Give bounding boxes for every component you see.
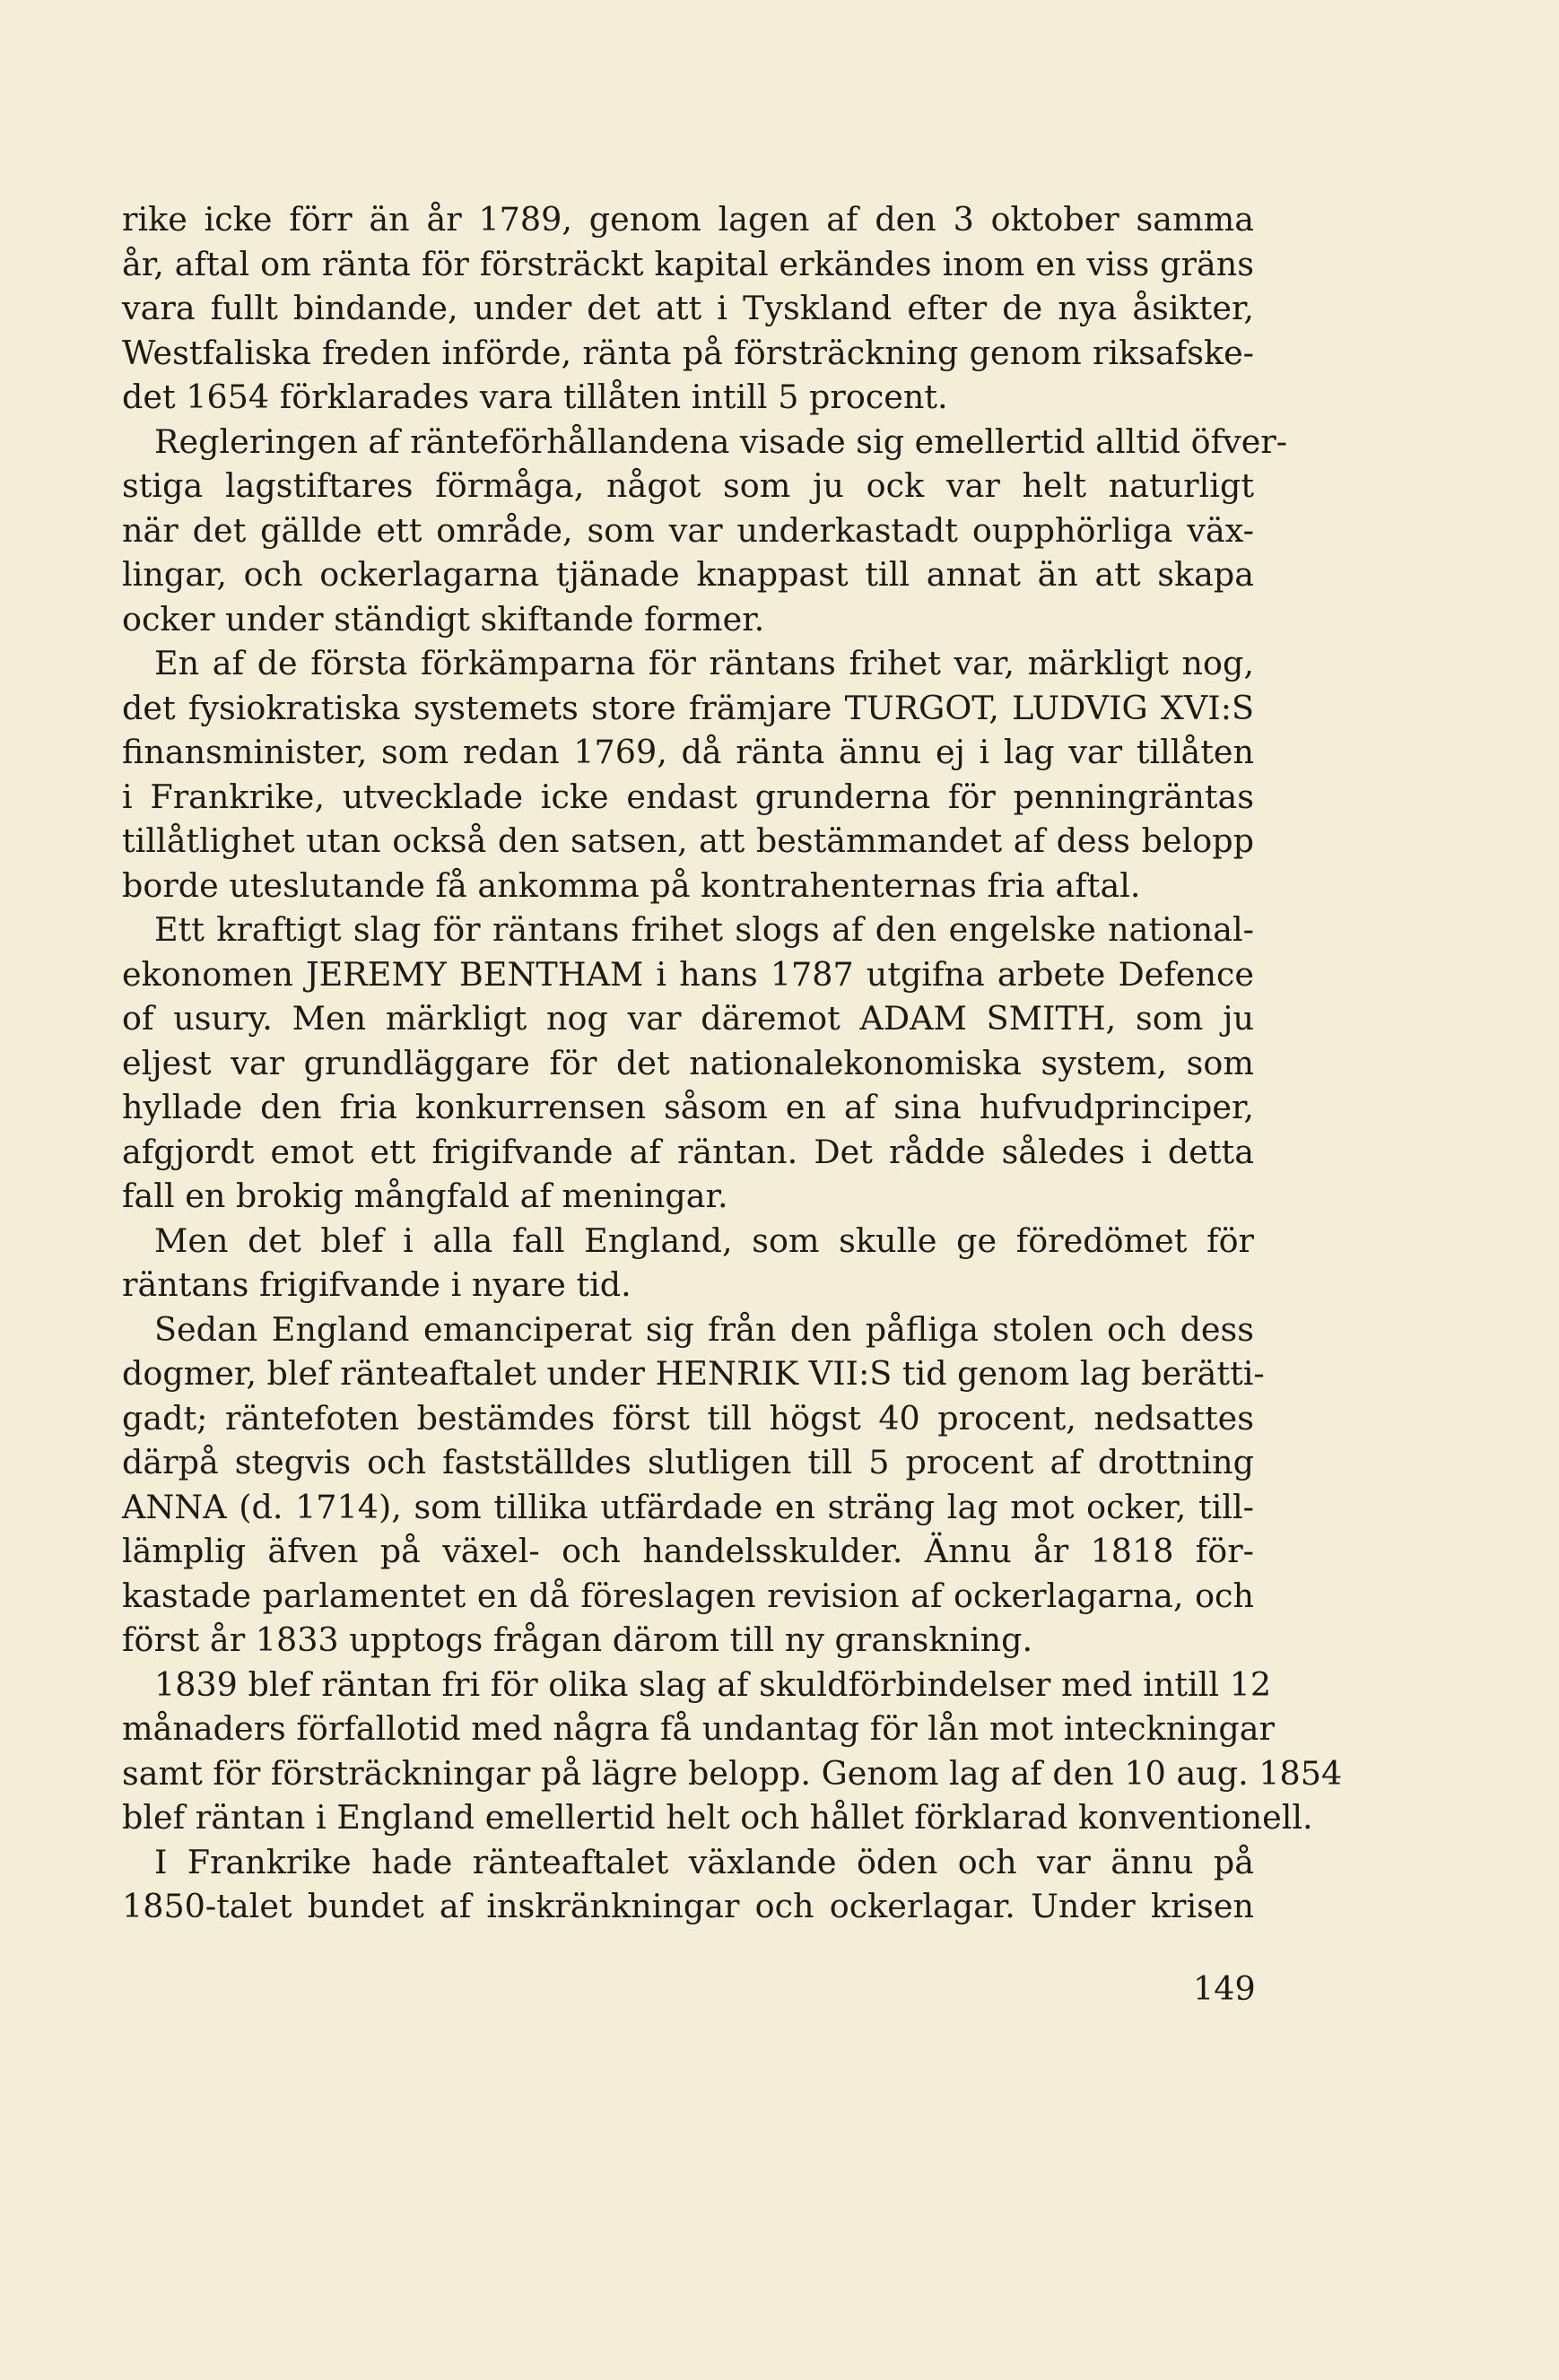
text-line: lingar, och ockerlagarna tjänade knappast till annat än att skapa: [122, 555, 1254, 594]
text-line: samt för försträckningar på lägre belopp. Genom lag af den 10 aug. 1854: [122, 1753, 1343, 1793]
text-line: räntans frigifvande i nyare tid.: [122, 1265, 631, 1304]
text-line: ANNA (d. 1714), som tillika utfärdade en sträng lag mot ocker, till-: [122, 1487, 1254, 1526]
paragraph-start-line: I Frankrike hade ränteaftalet växlande öden och var ännu på: [154, 1842, 1254, 1881]
text-line: därpå stegvis och fastställdes slutligen till 5 procent af drottning: [122, 1443, 1254, 1481]
text-line: tillåtlighet utan också den satsen, att bestämmandet af dess belopp: [122, 821, 1254, 860]
text-line: dogmer, blef ränteaftalet under HENRIK VII:S tid genom lag berätti-: [122, 1354, 1265, 1393]
text-line: Westfaliska freden införde, ränta på försträckning genom riksafske-: [122, 333, 1254, 372]
text-line: stiga lagstiftares förmåga, något som ju ock var helt naturligt: [122, 466, 1254, 505]
text-line: hyllade den fria konkurrensen såsom en af sina hufvudprinciper,: [122, 1088, 1254, 1126]
paragraph-start-line: Regleringen af ränteförhållandena visade sig emellertid alltid öfver-: [154, 421, 1288, 461]
text-line: när det gällde ett område, som var underkastadt oupphörliga väx-: [122, 510, 1254, 550]
text-line: finansminister, som redan 1769, då ränta ännu ej i lag var tillåten: [122, 733, 1254, 771]
text-line: månaders förfallotid med några få undantag för lån mot inteckningar: [122, 1709, 1275, 1748]
text-line: borde uteslutande få ankomma på kontrahenternas fria aftal.: [122, 865, 1141, 905]
text-line: ocker under ständigt skiftande former.: [122, 599, 765, 638]
text-line: afgjordt emot ett frigifvande af räntan. Det rådde således i detta: [122, 1132, 1254, 1171]
text-line: vara fullt bindande, under det att i Tyskland efter de nya åsikter,: [122, 289, 1254, 327]
paragraph-start-line: Ett kraftigt slag för räntans frihet slogs af den engelske national-: [154, 910, 1254, 949]
page-number: 149: [1193, 1969, 1256, 2008]
text-line: eljest var grundläggare för det nationalekonomiska system, som: [122, 1043, 1254, 1082]
text-line: gadt; räntefoten bestämdes först till högst 40 procent, nedsattes: [122, 1398, 1254, 1438]
paragraph-start-line: Sedan England emanciperat sig från den påfliga stolen och dess: [154, 1309, 1254, 1349]
paragraph-start-line: En af de första förkämparna för räntans frihet var, märkligt nog,: [154, 644, 1254, 682]
paragraph-start-line: 1839 blef räntan fri för olika slag af skuldförbindelser med intill 12: [154, 1664, 1272, 1704]
text-line: rike icke förr än år 1789, genom lagen af den 3 oktober samma: [122, 200, 1254, 239]
text-line: ekonomen JEREMY BENTHAM i hans 1787 utgifna arbete Defence: [122, 954, 1254, 994]
text-line: först år 1833 upptogs frågan därom till ny granskning.: [122, 1620, 1033, 1659]
paragraph-start-line: Men det blef i alla fall England, som skulle ge föredömet för: [154, 1220, 1254, 1260]
text-line: lämplig äfven på växel- och handelsskulder. Ännu år 1818 för-: [122, 1532, 1254, 1570]
text-line: år, aftal om ränta för försträckt kapital erkändes inom en viss gräns: [122, 244, 1254, 283]
text-line: det 1654 förklarades vara tillåten intill 5 procent.: [122, 378, 948, 416]
text-line: of usury. Men märkligt nog var däremot ADAM SMITH, som ju: [122, 999, 1254, 1038]
text-line: kastade parlamentet en då föreslagen revision af ockerlagarna, och: [122, 1576, 1254, 1615]
body-text: [122, 197, 1343, 1929]
text-line: 1850-talet bundet af inskränkningar och ockerlagar. Under krisen: [122, 1887, 1254, 1925]
text-line: det fysiokratiska systemets store främjare TURGOT, LUDVIG XVI:S: [122, 688, 1254, 727]
text-line: fall en brokig mångfald af meningar.: [122, 1177, 728, 1215]
text-line: blef räntan i England emellertid helt och hållet förklarad konventionell.: [122, 1798, 1313, 1837]
text-line: i Frankrike, utvecklade icke endast grunderna för penningräntas: [122, 777, 1254, 816]
